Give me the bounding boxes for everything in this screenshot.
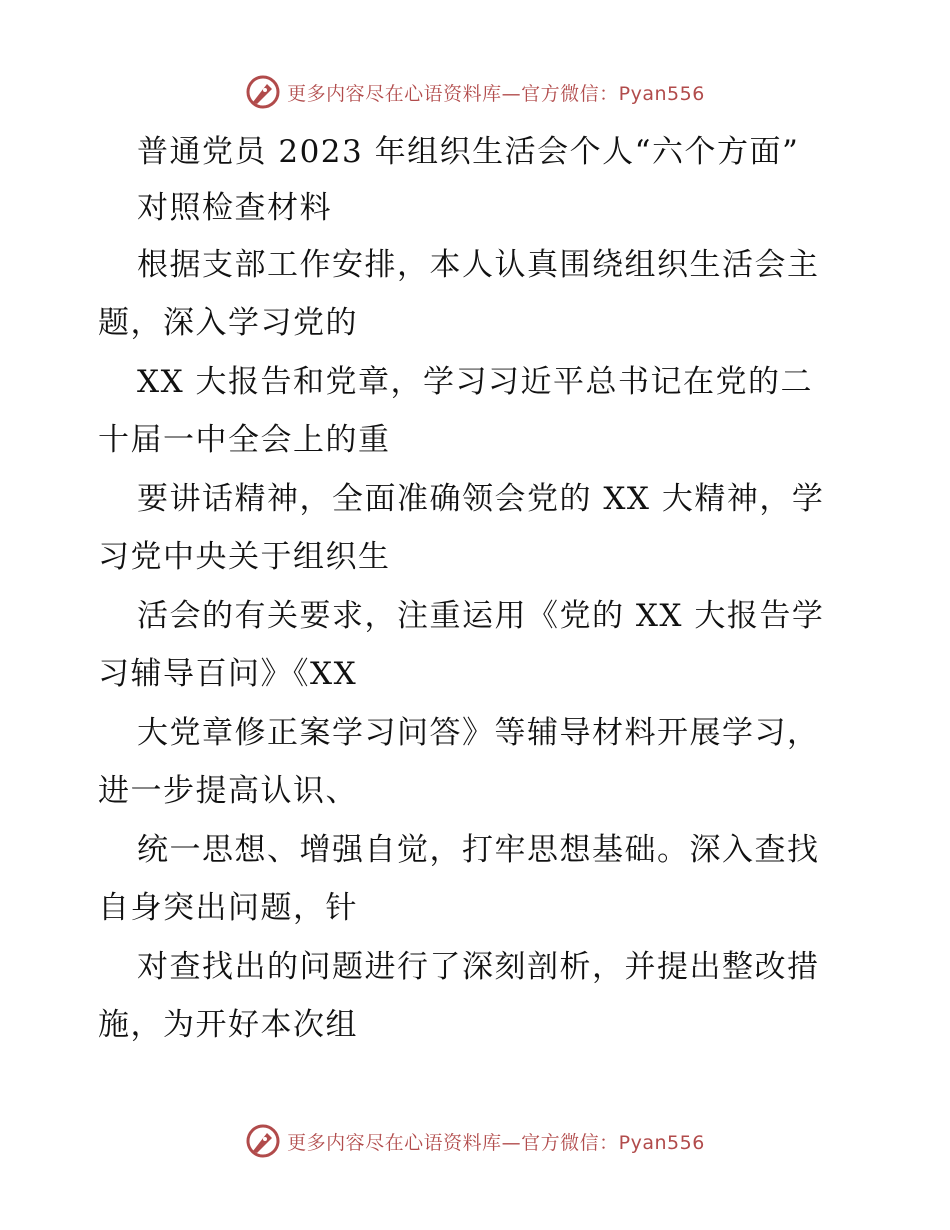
document-title-line-2: 对照检查材料	[137, 190, 332, 226]
pen-nib-logo-icon	[245, 1123, 281, 1159]
footer-watermark-banner	[0, 1121, 950, 1161]
paragraph-line: 统一思想、增强自觉，打牢思想基础。深入查找	[137, 832, 820, 868]
document-title-line-1: 普通党员 2023 年组织生活会个人“六个方面”	[137, 134, 800, 170]
paragraph-line: 自身突出问题，针	[98, 890, 358, 926]
paragraph-line: 施，为开好本次组	[98, 1007, 358, 1043]
paragraph-line: 进一步提高认识、	[98, 773, 358, 809]
paragraph-line: 活会的有关要求，注重运用《党的 XX 大报告学	[137, 598, 825, 634]
watermark-text: 更多内容尽在心语资料库—官方微信：Pyan556	[287, 82, 705, 105]
paragraph-line: 习党中央关于组织生	[98, 539, 391, 575]
paragraph-line: 大党章修正案学习问答》等辅导材料开展学习，	[137, 715, 820, 751]
paragraph-line: 要讲话精神，全面准确领会党的 XX 大精神，学	[137, 481, 825, 517]
paragraph-line: XX 大报告和党章，学习习近平总书记在党的二	[137, 364, 813, 400]
paragraph-line: 十届一中全会上的重	[98, 422, 391, 458]
paragraph-line: 题，深入学习党的	[98, 305, 358, 341]
footer-watermark	[245, 1121, 705, 1161]
paragraph-line: 对查找出的问题进行了深刻剖析，并提出整改措	[137, 949, 820, 985]
watermark-text: 更多内容尽在心语资料库—官方微信：Pyan556	[287, 1131, 705, 1154]
paragraph-line: 习辅导百问》《XX	[98, 656, 358, 692]
paragraph-line: 根据支部工作安排，本人认真围绕组织生活会主	[137, 247, 820, 283]
